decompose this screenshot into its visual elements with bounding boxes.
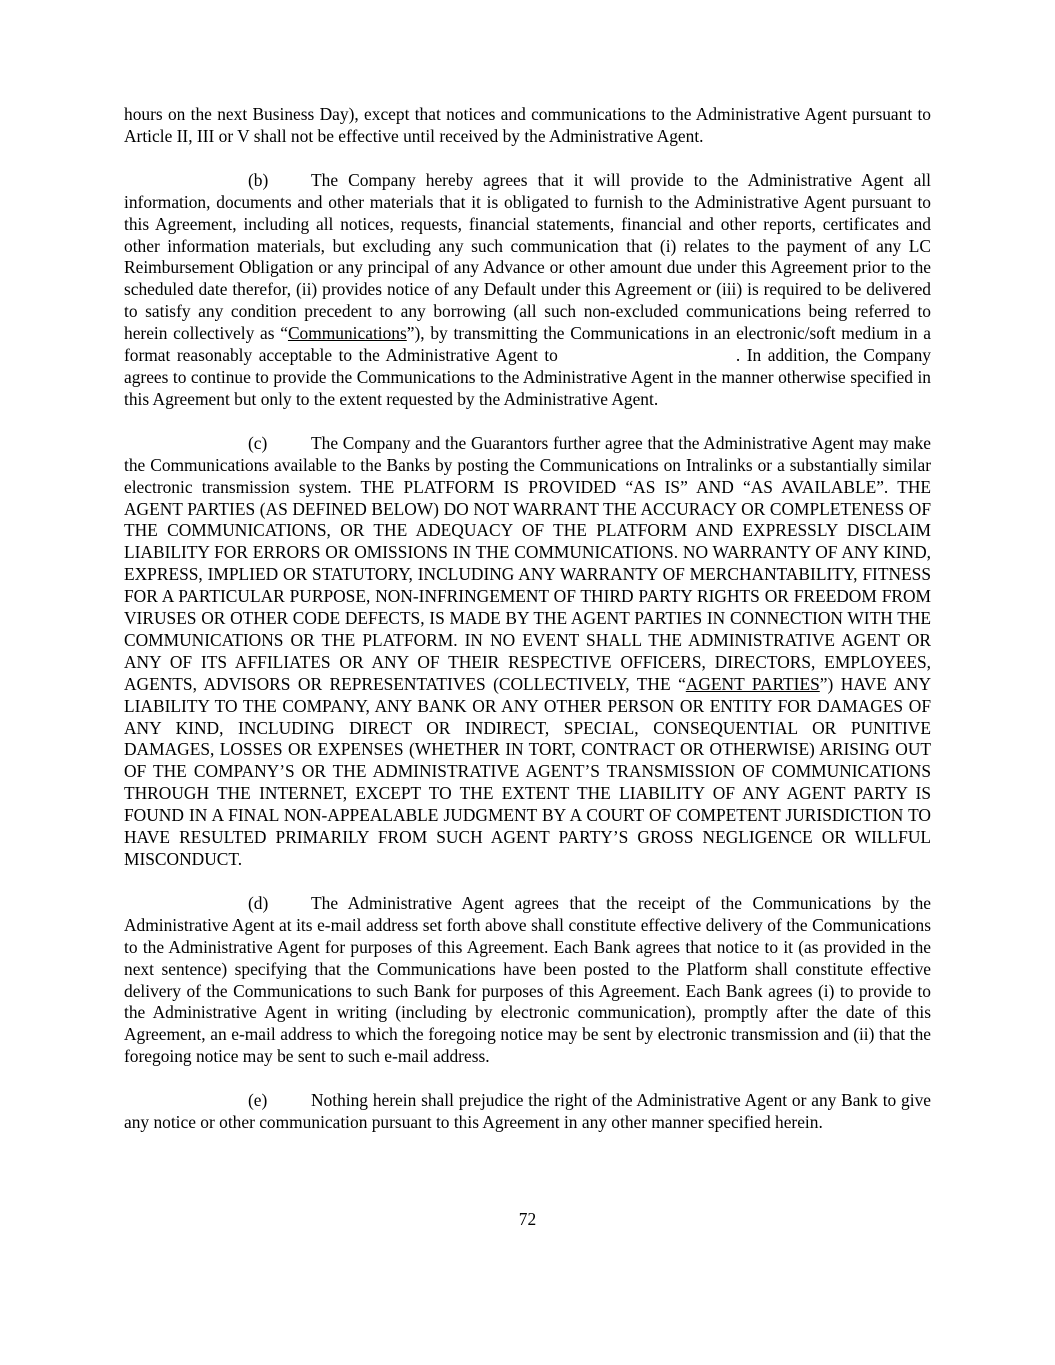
- paragraph-e-label: (e): [248, 1090, 268, 1111]
- defined-term-communications: Communications: [287, 323, 407, 344]
- paragraph-c-label: (c): [248, 432, 268, 453]
- defined-term-agent-parties: AGENT PARTIES: [685, 673, 820, 694]
- paragraph-d-label: (d): [248, 892, 269, 913]
- paragraph-b-text-1: The Company hereby agrees that it will provide to the Administrative Agent all information, documents and other materials that it is obligated to furnish to the Administrative Agent pursuant to this Agreement, including all notices, requests, financial statements, financial and other reports, certificates and other information materials, but excluding any such communication that (i) relates to the payment of any LC Reimbursement Obligation or any principal of any Advance or other amount due under this Agreement prior to the scheduled date therefor, (ii) provides notice of any Default under this Agreement or (iii) is required to be delivered to satisfy any condition precedent to any borrowing (all such non-excluded communications being referred to herein collectively as “: [124, 169, 931, 344]
- paragraph-a-continuation: [124, 104, 931, 148]
- paragraph-b-label: (b): [248, 169, 269, 190]
- paragraph-b: [124, 170, 931, 411]
- document-page: [124, 104, 931, 1156]
- paragraph-a-text: hours on the next Business Day), except that notices and communications to the Administrative Agent pursuant to Article II, III or V shall not be effective until received by the Administrative Agent.: [124, 104, 931, 146]
- paragraph-d: [124, 893, 931, 1068]
- paragraph-c: [124, 433, 931, 871]
- paragraph-d-text: The Administrative Agent agrees that the receipt of the Communications by the Administrative Agent at its e-mail address set forth above shall constitute effective delivery of the Communications to the Administrative Agent for purposes of this Agreement. Each Bank agrees that notice to it (as provided in the next sentence) specifying that the Communications have been posted to the Platform shall constitute effective delivery of the Communications to such Bank for purposes of this Agreement. Each Bank agrees (i) to provide to the Administrative Agent in writing (including by electronic communication), promptly after the date of this Agreement, an e-mail address to which the foregoing notice may be sent by electronic transmission and (ii) that the foregoing notice may be sent to such e-mail address.: [124, 892, 931, 1067]
- paragraph-e-text: Nothing herein shall prejudice the right of the Administrative Agent or any Bank to give any notice or other communication pursuant to this Agreement in any other manner specified herein.: [124, 1090, 931, 1133]
- paragraph-b-text-2: ”), by transmitting the Communications in an electronic/soft medium in a format reasonably acceptable to the Administrative Agent to: [124, 323, 931, 366]
- paragraph-e: [124, 1090, 931, 1134]
- paragraph-c-text-2: ”) HAVE ANY LIABILITY TO THE COMPANY, ANY BANK OR ANY OTHER PERSON OR ENTITY FOR DAMAGES OF ANY KIND, INCLUDING DIRECT OR INDIRECT, SPECIAL, CONSEQUENTIAL OR PUNITIVE DAMAGES, LOSSES OR EXPENSES (WHETHER IN TORT, CONTRACT OR OTHERWISE) ARISING OUT OF THE COMPANY’S OR THE ADMINISTRATIVE AGENT’S TRANSMISSION OF COMMUNICATIONS THROUGH THE INTERNET, EXCEPT TO THE EXTENT THE LIABILITY OF ANY AGENT PARTY IS FOUND IN A FINAL NON-APPEALABLE JUDGMENT BY A COURT OF COMPETENT JURISDICTION TO HAVE RESULTED PRIMARILY FROM SUCH AGENT PARTY’S GROSS NEGLIGENCE OR WILLFUL MISCONDUCT.: [124, 673, 932, 869]
- page-number: 72: [518, 1209, 537, 1229]
- paragraph-c-text-1: The Company and the Guarantors further agree that the Administrative Agent may make the Communications available to the Banks by posting the Communications on Intralinks or a substantially similar electronic transmission system. THE PLATFORM IS PROVIDED “AS IS” AND “AS AVAILABLE”. THE AGENT PARTIES (AS DEFINED BELOW) DO NOT WARRANT THE ACCURACY OR COMPLETENESS OF THE COMMUNICATIONS, OR THE ADEQUACY OF THE PLATFORM AND EXPRESSLY DISCLAIM LIABILITY FOR ERRORS OR OMISSIONS IN THE COMMUNICATIONS. NO WARRANTY OF ANY KIND, EXPRESS, IMPLIED OR STATUTORY, INCLUDING ANY WARRANTY OF MERCHANTABILITY, FITNESS FOR A PARTICULAR PURPOSE, NON-INFRINGEMENT OF THIRD PARTY RIGHTS OR FREEDOM FROM VIRUSES OR OTHER CODE DEFECTS, IS MADE BY THE AGENT PARTIES IN CONNECTION WITH THE COMMUNICATIONS OR THE PLATFORM. IN NO EVENT SHALL THE ADMINISTRATIVE AGENT OR ANY OF ITS AFFILIATES OR ANY OF THEIR RESPECTIVE OFFICERS, DIRECTORS, EMPLOYEES, AGENTS, ADVISORS OR REPRESENTATIVES (COLLECTIVELY, THE “: [124, 432, 931, 694]
- paragraph-b-text-3: . In addition, the Company agrees to continue to provide the Communications to the Administrative Agent in the manner otherwise specified in this Agreement but only to the extent requested by the Administrative Agent.: [124, 345, 931, 409]
